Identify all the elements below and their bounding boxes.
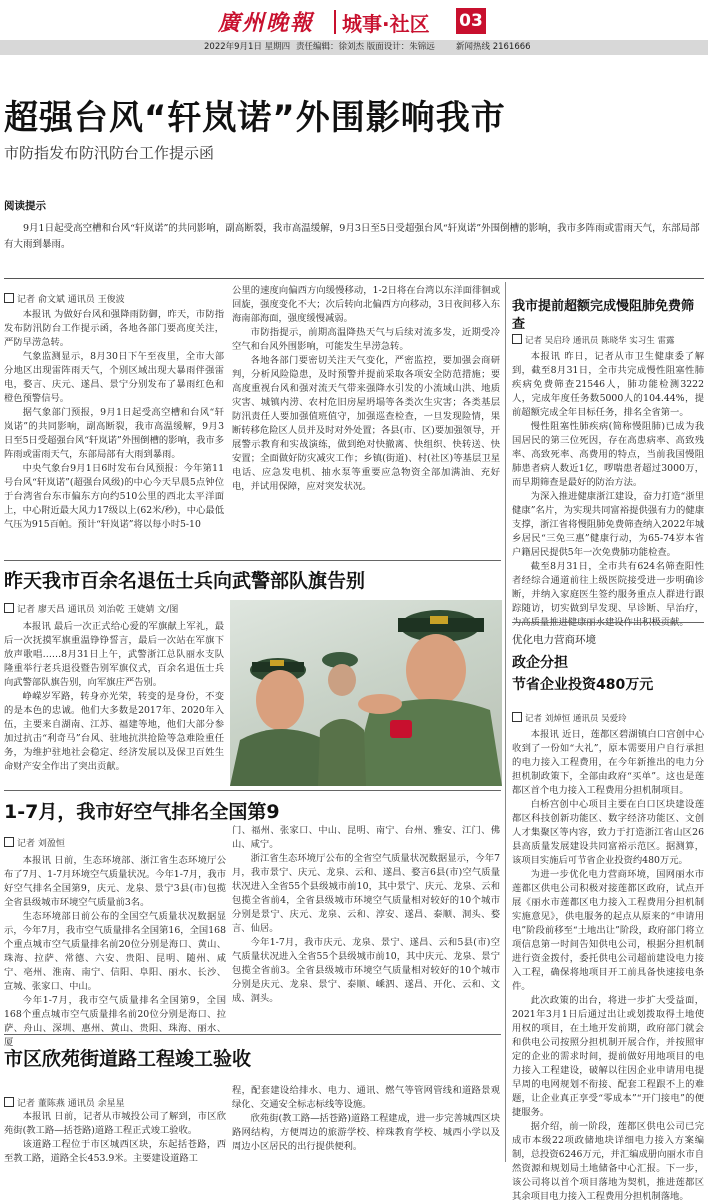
- reading-tip-label: 阅读提示: [4, 200, 46, 212]
- story2-byline: 记者 廖天昌 通讯员 刘治乾 王婕婧 文/图: [4, 602, 178, 615]
- story4-col2: [232, 1084, 500, 1162]
- lead-col1-p: 据气象部门预报，9月1日起受高空槽和台风“轩岚诺”的共同影响，副高断裂，我市高温缓解，9月3日至5日受超强台风“轩岚诺”外围倒槽的影响，我市多阵雨或雷雨天气，东部局部有大雨到暴雨。: [4, 407, 224, 460]
- reading-tip: [4, 198, 704, 253]
- column-divider-right: [505, 282, 506, 1162]
- page-number: 03: [456, 8, 486, 34]
- story5-p: 本报讯 昨日，记者从市卫生健康委了解到，截至8月31日，全市共完成慢性阻塞性肺疾病免费筛查21546人，肺功能检测3222人，完成年度任务数5000人的104.44%，提前超额完成全年目标任务，排名全省第一。: [512, 351, 704, 418]
- story3-col2-p: 今年1-7月，我市庆元、龙泉、景宁、遂昌、云和5县(市)空气质量状况进入全省55个县级城市前10，其中庆元、龙泉、景宁包揽全省前3。全省县级城市环境空气质量相对较好的10个城市分别是庆元、龙泉、景宁、泰顺、嵊泗、遂昌、开化、云和、文成、洞头。: [232, 937, 500, 1004]
- story6-p: 此次政策的出台，将进一步扩大受益面，2021年3月1日后通过出让或划拨取得土地使用权的项目，在土地开发前期，政府部门就会和供电公司按照分担机制开展合作，并按照审定的企业的需求时间，提前做好用地项目的电力接入工程建设，破解以往因企业申请用电提早周的电网规划不衔接、配套工程跟不上的难题，让企业真正享受“零成本”“开门接电”的便捷服务。: [512, 995, 704, 1118]
- story3-col1: [4, 854, 226, 1050]
- story2-headline: 昨天我市百余名退伍士兵向武警部队旗告别: [4, 570, 366, 592]
- lead-col1: [4, 308, 224, 532]
- story2-rule: [4, 560, 501, 561]
- story3-rule: [4, 790, 501, 791]
- story3-col1-p: 生态环境部日前公布的全国空气质量状况数据显示，今年7月，我市空气质量排名全国第16，全国168个重点城市空气质量排名前20位分别是海口、黄山、珠海、拉萨、常德、六安、贵阳、昆明、随州、咸宁、亳州、淮南、南宁、信阳、阜阳、丽水、长沙、宣城、张家口、中山。: [4, 911, 226, 992]
- story6-headline-2: 节省企业投资480万元: [512, 677, 654, 693]
- veterans-photo: [230, 600, 502, 786]
- story6-text: [512, 728, 704, 1202]
- story6-kicker: 优化电力营商环境: [512, 634, 596, 646]
- story6-p: 本报讯 近日，莲都区碧湖镇白口宫创中心收到了一份如“大礼”，原本需要用户自行承担的电力接入工程费用，在今年新推出的电力分担机制政策下，全部由政府“买单”。这也是莲都区首个电力接入工程费用分担机制项目。: [512, 729, 704, 796]
- lead-headline: 超强台风“轩岚诺”外围影响我市: [4, 98, 506, 138]
- lead-col1-p: 气象监测显示，8月30日下午至夜里，全市大部分地区出现雷阵雨天气，个别区域出现大暴雨伴强雷电，婺言、庆元、遂昌、景宁分别发布了暴雨红色和橙色预警信号。: [4, 351, 224, 404]
- story4-col1: [4, 1110, 226, 1162]
- story5-p: 慢性阻塞性肺疾病(简称慢阻肺)已成为我国居民的第三位死因，存在高患病率、高致残率、高致死率、高费用的特点，当前我国慢阻肺患者病人数近1亿，啰喘患者超过3000万，而早期筛查是最好的防治方法。: [512, 421, 704, 488]
- lead-rule: [4, 278, 704, 279]
- story5-headline: 我市提前超额完成慢阻肺免费筛查: [512, 299, 695, 332]
- lead-col1-p: 中央气象台9月1日6时发布台风预报：今年第11号台风“轩岚诺”(超强台风级)的中心今天早晨5点钟位于台湾省台东市偏东方向约510公里的西北太平洋面上，中心附近最大风力17级以上(62米/秒)，中心最低气压为915百帕。预计“轩岚诺”将以每小时5-10: [4, 463, 224, 530]
- story4-col2-p: 程，配套建设给排水、电力、通讯、燃气等管网管线和道路景观绿化、交通安全标志标线等设施。: [232, 1085, 500, 1110]
- lead-subtitle: 市防指发布防汛防台工作提示函: [4, 144, 215, 162]
- lead-col2-p: 各地各部门要密切关注天气变化，严密监控，要加强会商研判，分析风险隐患，及时预警并提前采取各项安全防范措施；要高度重视台风和强对流天气带来强降水引发的小流域山洪、地质灾害、城镇内涝、农村危旧房屋坍塌等各类次生灾害；各类基层防汛责任人要加强值班值守，加强巡查检查，一旦发现险情，果断转移危险区人员并及时对外处置；各县(市、区)要加强领导，开展警示教育和实战演练，做到绝对快撤离、快组织、快转送、快安置；全面做好防灾减灾工作；乡镇(街道)、村(社区)等基层卫星电话、应急发电机、抽水泵等重要应急物资全部加满油、充好电，并试用保障，应对突发状况。: [232, 355, 500, 492]
- date-bar: [0, 40, 708, 55]
- story4-col1-p: 本报讯 日前，记者从市城投公司了解到，市区欣苑街(教工路—括苍路)道路工程正式竣工验收。: [4, 1111, 226, 1136]
- square-icon: [512, 712, 522, 722]
- masthead-divider: [334, 10, 336, 34]
- story2-p: 峥嵘岁军路，转身亦光荣，转变的是身份，不变的是本色的忠诚。他们大多数是2017年、2020年入伍，主要来自湖南、江苏、福建等地，他们大部分参加过抗击“利奇马”台风、驻地抗洪抢险等急难险重任务，为维护驻地社会稳定、经济发展以及保卫百姓生命财产安全作出了突出贡献。: [4, 691, 224, 772]
- square-icon: [4, 1097, 14, 1107]
- story6-p: 为进一步优化电力营商环境，国网丽水市莲都区供电公司积极对接莲都区政府，试点开展《丽水市莲都区电力接入工程费用分担机制实施意见》，供电服务的起点从原来的“申请用电”阶段前移至“土地出让”阶段，政府部门将立项信息第一时间告知供电公司，根据分担机制进行资金拨付，委托供电公司超前建设电力接入工程，确保将地项目开工前具备快速接电条件。: [512, 869, 704, 992]
- story3-col2-p: 门、福州、张家口、中山、昆明、南宁、台州、雅安、江门、佛山、咸宁。: [232, 825, 500, 850]
- section-title: 城事·社区: [342, 12, 430, 36]
- story4-col2-p: 欣苑街(教工路—括苍路)道路工程建成，进一步完善城西区块路网结构，方便周边的旅游学校、梓珠教育学校、城西小学以及周边小区居民的出行提供便利。: [232, 1113, 500, 1152]
- story3-byline: 记者 刘盈恒: [4, 836, 65, 849]
- reading-tip-text: 9月1日起受高空槽和台风“轩岚诺”的共同影响，副高断裂，我市高温缓解，9月3日至5日受超强台风“轩岚诺”外围倒槽的影响，我市多阵雨或雷雨天气，东部局部有大雨到暴雨。: [4, 223, 700, 250]
- editor-line: 责任编辑：徐刘杰 版面设计：朱锦远: [296, 42, 435, 52]
- story3-col2-p: 浙江省生态环境厅公布的全省空气质量状况数据显示，今年7月，我市景宁、庆元、龙泉、云和、遂昌、婺言6县(市)空气质量状况进入全省55个县级城市前10，其中景宁、庆元、龙泉、云和包揽全省前4，全省县级城市环境空气质量相对较好的10个城市分别是景宁、庆元、龙泉、云和、淳安、遂昌、泰顺、洞头、婺言、仙居。: [232, 853, 500, 934]
- story4-headline: 市区欣苑街道路工程竣工验收: [4, 1048, 252, 1070]
- story2-text: [4, 620, 224, 774]
- story2-p: 本报讯 最后一次正式给心爱的军旗献上军礼，最后一次抚摸军旗重温铮铮誓言，最后一次站在军旗下放声歌唱……8月31日上午，武警浙江总队丽水支队隆重举行老兵退役暨告别军旗仪式，百余名退伍士兵向武警部队旗告别，向军旗庄严告别。: [4, 621, 224, 688]
- story5-p: 为深入推进健康浙江建设，奋力打造“浙里健康”名片，为实现共同富裕提供强有力的健康支撑，浙江省将慢阻肺免费筛查纳入2022年城乡居民“三免三惠”健康行动，为65-74岁本省户籍居民提供5年一次免费肺功能检查。: [512, 491, 704, 558]
- story6-p: 据介绍，前一阶段，莲都区供电公司已完成市本级22项政储地块详细电力接入方案编制，总投资6246万元，并汇编成册向丽水市自然资源和规划局土地储备中心汇报。下一步，该公司将以首个项目落地为契机，推进莲都区其余项目电力接入工程费用分担机制落地。: [512, 1121, 704, 1202]
- story6-headline-1: 政企分担: [512, 655, 568, 671]
- story6-p: 白桥宫创中心项目主要在白口区块建设莲都区科技创新功能区、数字经济功能区、文创人才集聚区等内容，致力于打造浙江省山区26县高质量发展建设共同富裕示范区。据测算，该项目实施后可节省企业投资约480万元。: [512, 799, 704, 866]
- lead-col2: [232, 284, 500, 494]
- lead-byline: 记者 俞文斌 通讯员 王俊波: [4, 292, 125, 305]
- story5-text: [512, 350, 704, 630]
- soldiers-illustration: [230, 600, 502, 786]
- lead-col1-p: 本报讯 为做好台风和强降雨防御，昨天，市防指发布防汛防台工作提示函，各地各部门要高度关注，严防早涝急转。: [4, 309, 224, 348]
- date-line: 2022年9月1日 星期四: [204, 42, 291, 52]
- lead-col2-p: 公里的速度向偏西方向缓慢移动，1-2日将在台湾以东洋面徘徊或回旋，强度变化不大；次后转向北偏西方向移动，3日夜间移入东海南部海面，强度缓慢减弱。: [232, 285, 500, 324]
- story5-p: 截至8月31日，全市共有624名筛查阳性者经综合通道前往上级医院接受进一步明确诊断，并纳入家庭医生签约服务重点人群进行跟踪随访，切实做到早发现、早诊断、早治疗，: [512, 561, 704, 614]
- square-icon: [512, 334, 522, 344]
- lead-col2-p: 市防指提示，前期高温降热天气与后续对流多发，近期受冷空气和台风外围影响，可能发生旱涝急转。: [232, 327, 500, 352]
- masthead-logo: 廣州晚報: [218, 10, 315, 36]
- story3-col1-p: 今年1-7月，我市空气质量排名全国第9，全国168个重点城市空气质量排名前20位分别是海口、拉萨、舟山、深圳、惠州、黄山、贵阳、珠海、丽水、厦: [4, 995, 226, 1048]
- story3-col1-p: 本报讯 日前，生态环境部、浙江省生态环境厅公布了7月、1-7月环境空气质量状况。今年1-7月，我市好空气排名全国第9，庆元、龙泉、景宁3县(市)包揽全省县级城市环境空气质量前3名。: [4, 855, 226, 908]
- story3-headline: 1-7月，我市好空气排名全国第9: [4, 801, 280, 823]
- story6-rule: [512, 622, 704, 623]
- story5-byline: 记者 吴启玲 通讯员 陈晓华 实习生 雷露: [512, 334, 675, 346]
- masthead: [0, 0, 708, 56]
- story4-col1-p: 该道路工程位于市区城西区块，东起括苍路，西至教工路，道路全长453.9米。主要建设道路工: [4, 1139, 226, 1164]
- story3-col2: [232, 824, 500, 1006]
- story4-byline: 记者 董陈燕 通讯员 余星星: [4, 1096, 125, 1109]
- story4-rule: [4, 1034, 501, 1035]
- square-icon: [4, 293, 14, 303]
- hotline: 新闻热线 2161666: [456, 42, 531, 52]
- square-icon: [4, 837, 14, 847]
- story6-byline: 记者 刘焯恒 通讯员 吴爱玲: [512, 712, 627, 724]
- square-icon: [4, 603, 14, 613]
